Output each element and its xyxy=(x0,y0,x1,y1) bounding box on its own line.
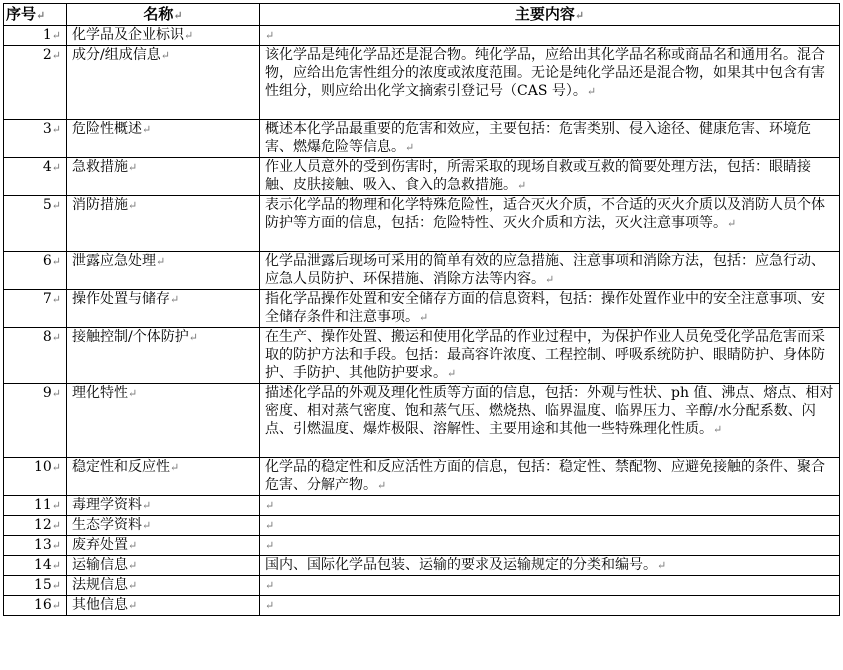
table-row xyxy=(4,120,840,158)
row-index: 2↵ xyxy=(4,46,67,120)
row-content: ↵ xyxy=(260,596,840,616)
row-content: ↵ xyxy=(260,576,840,596)
table-row xyxy=(4,384,840,458)
row-index: 6↵ xyxy=(4,252,67,290)
row-index: 8↵ xyxy=(4,328,67,384)
row-content: 概述本化学品最重要的危害和效应，主要包括：危害类别、侵入途径、健康危害、环境危害、燃爆危险等信息。↵ xyxy=(260,120,840,158)
row-index: 5↵ xyxy=(4,196,67,252)
table-row xyxy=(4,556,840,576)
row-name: 成分/组成信息↵ xyxy=(67,46,260,120)
row-name: 其他信息↵ xyxy=(67,596,260,616)
table-row xyxy=(4,496,840,516)
row-index: 13↵ xyxy=(4,536,67,556)
row-index: 7↵ xyxy=(4,290,67,328)
table-header-row xyxy=(4,4,840,26)
row-content: 指化学品操作处置和安全储存方面的信息资料，包括：操作处置作业中的安全注意事项、安全储存条件和注意事项。↵ xyxy=(260,290,840,328)
table-row xyxy=(4,196,840,252)
row-name: 理化特性↵ xyxy=(67,384,260,458)
row-name: 操作处置与储存↵ xyxy=(67,290,260,328)
row-content: 在生产、操作处置、搬运和使用化学品的作业过程中，为保护作业人员免受化学品危害而采取的防护方法和手段。包括：最高容许浓度、工程控制、呼吸系统防护、眼睛防护、身体防护、手防护、其他防护要求。↵ xyxy=(260,328,840,384)
row-name: 生态学资料↵ xyxy=(67,516,260,536)
row-content: 描述化学品的外观及理化性质等方面的信息，包括：外观与性状、ph 值、沸点、熔点、相对密度、相对蒸气密度、饱和蒸气压、燃烧热、临界温度、临界压力、辛醇/水分配系数、闪点、引燃温度、爆炸极限、溶解性、主要用途和其他一些特殊理化性质。↵ xyxy=(260,384,840,458)
row-name: 接触控制/个体防护↵ xyxy=(67,328,260,384)
row-content: 化学品的稳定性和反应活性方面的信息，包括：稳定性、禁配物、应避免接触的条件、聚合危害、分解产物。↵ xyxy=(260,458,840,496)
table-row xyxy=(4,252,840,290)
row-index: 10↵ xyxy=(4,458,67,496)
row-index: 3↵ xyxy=(4,120,67,158)
row-index: 14↵ xyxy=(4,556,67,576)
table-row xyxy=(4,290,840,328)
row-name: 消防措施↵ xyxy=(67,196,260,252)
table-row xyxy=(4,516,840,536)
row-content: 表示化学品的物理和化学特殊危险性，适合灭火介质，不合适的灭火介质以及消防人员个体防护等方面的信息，包括：危险特性、灭火介质和方法，灭火注意事项等。↵ xyxy=(260,196,840,252)
table-row xyxy=(4,158,840,196)
table-row xyxy=(4,596,840,616)
row-name: 法规信息↵ xyxy=(67,576,260,596)
table-row xyxy=(4,458,840,496)
table-row xyxy=(4,46,840,120)
row-content: 化学品泄露后现场可采用的简单有效的应急措施、注意事项和消除方法，包括：应急行动、应急人员防护、环保措施、消除方法等内容。↵ xyxy=(260,252,840,290)
row-name: 废弃处置↵ xyxy=(67,536,260,556)
row-index: 9↵ xyxy=(4,384,67,458)
row-index: 4↵ xyxy=(4,158,67,196)
row-content: 该化学品是纯化学品还是混合物。纯化学品，应给出其化学品名称或商品名和通用名。混合物，应给出危害性组分的浓度或浓度范围。无论是纯化学品还是混合物，如果其中包含有害性组分，则应给出化学文摘索引登记号（CAS 号）。↵ xyxy=(260,46,840,120)
row-content: ↵ xyxy=(260,536,840,556)
row-index: 11↵ xyxy=(4,496,67,516)
header-index: 序号↵ xyxy=(4,4,67,26)
table-row xyxy=(4,328,840,384)
row-name: 急救措施↵ xyxy=(67,158,260,196)
row-index: 15↵ xyxy=(4,576,67,596)
header-content: 主要内容↵ xyxy=(260,4,840,26)
table-body xyxy=(4,26,840,616)
row-content: 作业人员意外的受到伤害时，所需采取的现场自救或互救的简要处理方法，包括：眼睛接触、皮肤接触、吸入、食入的急救措施。↵ xyxy=(260,158,840,196)
header-name: 名称↵ xyxy=(67,4,260,26)
row-index: 16↵ xyxy=(4,596,67,616)
row-content: 国内、国际化学品包装、运输的要求及运输规定的分类和编号。↵ xyxy=(260,556,840,576)
row-name: 危险性概述↵ xyxy=(67,120,260,158)
row-content: ↵ xyxy=(260,496,840,516)
row-index: 1↵ xyxy=(4,26,67,46)
row-name: 泄露应急处理↵ xyxy=(67,252,260,290)
msds-content-table xyxy=(3,3,840,616)
table-row xyxy=(4,576,840,596)
row-index: 12↵ xyxy=(4,516,67,536)
row-name: 毒理学资料↵ xyxy=(67,496,260,516)
table-row xyxy=(4,26,840,46)
row-name: 化学品及企业标识↵ xyxy=(67,26,260,46)
row-name: 运输信息↵ xyxy=(67,556,260,576)
row-content: ↵ xyxy=(260,26,840,46)
row-content: ↵ xyxy=(260,516,840,536)
table-row xyxy=(4,536,840,556)
row-name: 稳定性和反应性↵ xyxy=(67,458,260,496)
